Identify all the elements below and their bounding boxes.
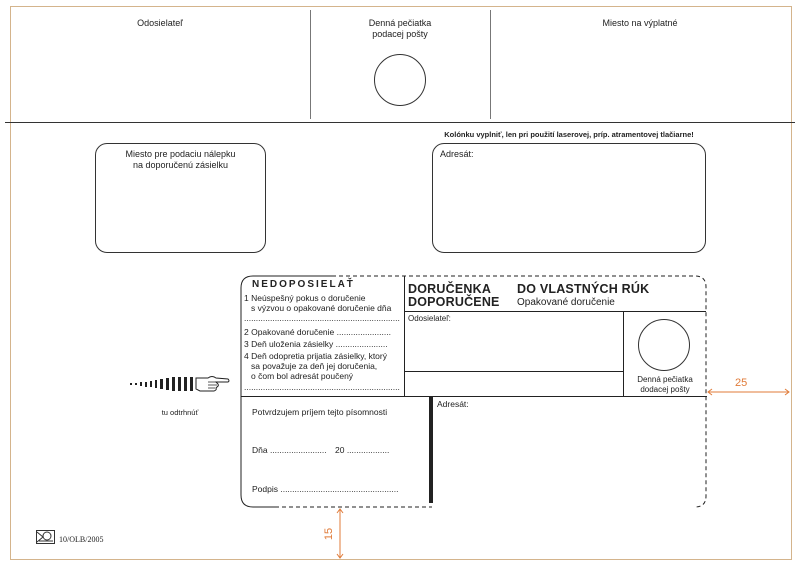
card-item-2: 2 Opakované doručenie .......................: [244, 327, 391, 337]
card-title-vlastnych-ruk: DO VLASTNÝCH RÚK: [517, 282, 650, 296]
year-field[interactable]: 20 ..................: [335, 445, 390, 455]
signature-field[interactable]: Podpis ..................................................: [252, 484, 399, 494]
form-code: 10/OLB/2005: [59, 535, 104, 544]
date-field[interactable]: Dňa ........................: [252, 445, 327, 455]
top-postage-label: Miesto na výplatné: [602, 18, 678, 28]
right-margin-label: 25: [735, 377, 748, 389]
top-sender-label: Odosielateľ: [137, 18, 183, 28]
card-stamp-label-line2: dodacej pošty: [640, 385, 690, 394]
card-dots-2: ..................................................................: [244, 382, 400, 392]
addressee-label: Adresát:: [440, 149, 474, 159]
sticker-label-line1: Miesto pre podaciu nálepku: [125, 149, 236, 159]
card-subtitle: Opakované doručenie: [517, 297, 615, 308]
top-stamp-label-line2: podacej pošty: [372, 29, 428, 39]
card-dots-1: ..................................................................: [244, 313, 400, 323]
printer-note: Kolónku vyplniť, len pri použití laserovej, príp. atramentovej tlačiarne!: [444, 130, 694, 139]
card-item-4-line1: 4 Deň odopretia prijatia zásielky, ktorý: [244, 351, 387, 361]
card-item-1-line2: s výzvou o opakované doručenie dňa: [251, 303, 392, 313]
card-sender-label: Odosielateľ:: [408, 314, 451, 323]
post-horn-logo-icon: [36, 530, 56, 545]
top-stamp-label-line1: Denná pečiatka: [368, 18, 432, 28]
card-title-doporucene: DOPORUČENE: [408, 295, 500, 309]
card-item-1-line1: 1 Neúspešný pokus o doručenie: [244, 293, 366, 303]
card-item-4-line3: o čom bol adresát poučený: [251, 371, 354, 381]
card-item-4-line2: sa považuje za deň jej doručenia,: [251, 361, 378, 371]
sticker-label-line2: na doporučenú zásielku: [132, 160, 229, 170]
card-addressee-label: Adresát:: [437, 399, 469, 409]
card-title-dorucenka: DORUČENKA: [408, 282, 492, 296]
tear-off-hint: tu odtrhnúť: [161, 408, 199, 417]
confirm-text: Potvrdzujem príjem tejto písomnosti: [252, 407, 388, 417]
nedoposielat-heading: NEDOPOSIELAŤ: [252, 279, 355, 290]
bottom-margin-label: 15: [323, 527, 336, 541]
card-item-3: 3 Deň uloženia zásielky ......................: [244, 339, 388, 349]
card-stamp-label-line1: Denná pečiatka: [637, 375, 693, 384]
